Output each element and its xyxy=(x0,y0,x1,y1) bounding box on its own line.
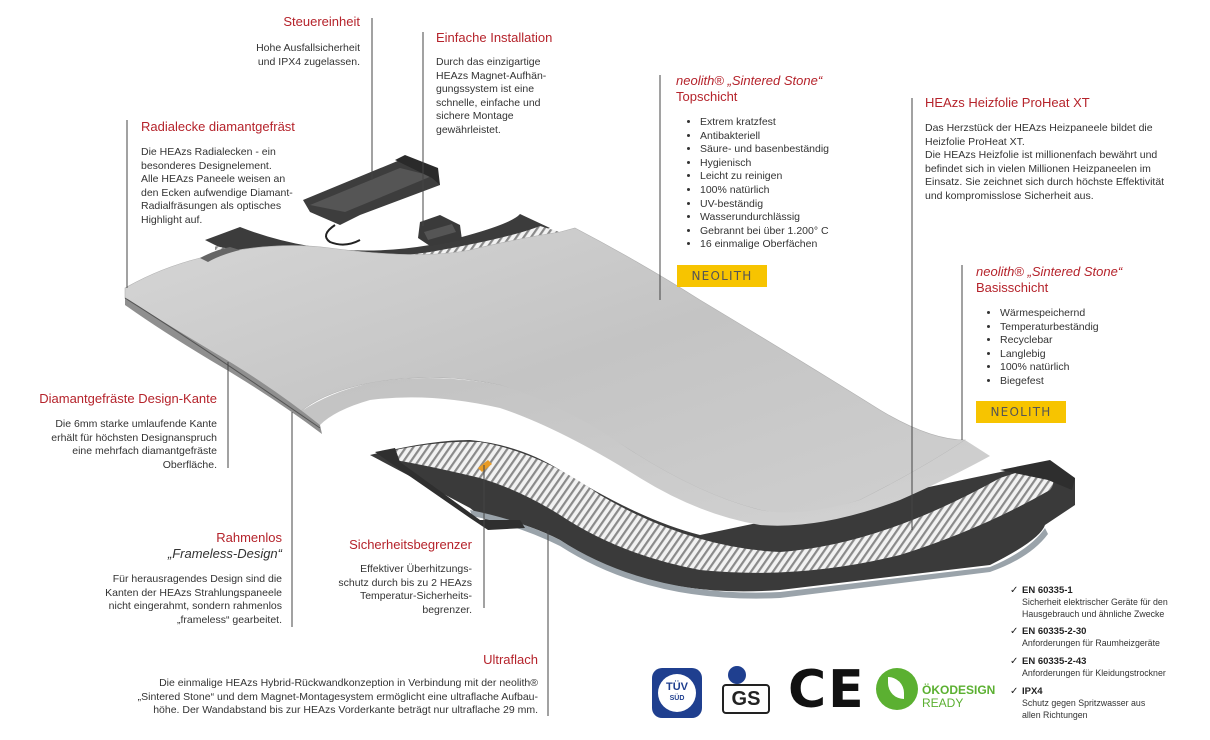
text-line: Die HEAzs Heizfolie ist millionenfach bewährt und xyxy=(925,149,1158,162)
text-line: Durch das einzigartige xyxy=(436,56,541,68)
control-cable xyxy=(326,225,360,245)
standard-item xyxy=(1010,686,1197,721)
list-item: • Biegefest xyxy=(1000,375,1099,389)
neolith-logo-top: NEOLITH xyxy=(677,265,767,287)
neolith-logo-basis: NEOLITH xyxy=(976,401,1066,423)
standard-item xyxy=(1010,626,1197,650)
tuv-logo-sub: SÜD xyxy=(669,695,685,702)
standard-item xyxy=(1010,656,1197,680)
standard-item xyxy=(1010,585,1197,620)
neolith-top-title-line1: neolith® „Sintered Stone“ xyxy=(676,73,823,88)
check-icon: ✓ xyxy=(1010,686,1019,697)
list-item: • Gebrannt bei über 1.200° C xyxy=(700,225,829,239)
list-item: • Extrem kratzfest xyxy=(700,116,829,130)
list-item: • Leicht zu reinigen xyxy=(700,170,829,184)
steuereinheit-title: Steuereinheit xyxy=(283,14,360,29)
text-line: „Sintered Stone“ und dem Magnet-Montagesystem ermöglicht eine ultraflache Aufbau- xyxy=(137,690,538,703)
text-line: Die 6mm starke umlaufende Kante xyxy=(55,418,217,430)
rahmenlos-title xyxy=(168,530,282,562)
list-item: • 16 einmalige Oberfächen xyxy=(700,238,829,252)
text-line: Effektiver Überhitzungs- xyxy=(360,563,472,575)
check-icon: ✓ xyxy=(1010,656,1019,667)
text-line: schnelle, einfache und xyxy=(436,96,541,109)
list-item: • Wärmespeichernd xyxy=(1000,307,1099,321)
tuv-logo-circle xyxy=(658,674,696,712)
text-line: Alle HEAzs Paneele weisen an xyxy=(141,173,286,186)
text-line: „frameless“ gearbeitet. xyxy=(176,613,282,626)
text-line: nicht eingerahmt, sondern rahmenlos xyxy=(108,600,282,613)
text-line: Hohe Ausfallsicherheit xyxy=(256,42,360,54)
text-line: Einsatz. Sie zeichnet sich durch höchste Effektivität xyxy=(925,176,1165,189)
list-item: • Recyclebar xyxy=(1000,334,1099,348)
einfache-text xyxy=(436,56,546,138)
standard-code: EN 60335-2-30 xyxy=(1022,626,1087,637)
standard-desc: Schutz gegen Spritzwasser aus xyxy=(1022,698,1146,708)
standard-desc: Sicherheit elektrischer Geräte für den xyxy=(1022,597,1168,607)
check-icon: ✓ xyxy=(1010,585,1019,596)
heizfolie-text xyxy=(925,122,1164,204)
text-line: besonderes Designelement. xyxy=(141,159,272,172)
diamant-text xyxy=(51,418,217,472)
neolith-top-bullets xyxy=(686,116,829,252)
rahmenlos-title-line1: Rahmenlos xyxy=(216,530,282,545)
text-line: den Ecken aufwendige Diamant- xyxy=(141,186,293,199)
text-line: Heizfolie ProHeat XT. xyxy=(925,135,1025,148)
radialecke-text xyxy=(141,146,293,228)
gs-logo xyxy=(722,666,770,718)
text-line: Oberfläche. xyxy=(162,458,217,471)
standard-desc: Hausgebrauch und ähnliche Zwecke xyxy=(1022,608,1165,619)
text-line: eine mehrfach diamantgefräste xyxy=(72,445,217,458)
tuv-logo-text: TÜV xyxy=(666,681,688,693)
neolith-basis-title xyxy=(976,264,1122,296)
okodesign-line2: READY xyxy=(922,696,964,710)
list-item: • Temperaturbeständig xyxy=(1000,321,1099,335)
neolith-basis-title-line1: neolith® „Sintered Stone“ xyxy=(976,264,1123,279)
radialecke-title: Radialecke diamantgefräst xyxy=(141,119,295,134)
diamant-title: Diamantgefräste Design-Kante xyxy=(39,391,217,406)
sicherheit-title: Sicherheitsbegrenzer xyxy=(349,537,472,552)
list-item: • Wasserundurchlässig xyxy=(700,211,829,225)
text-line: erhält für höchsten Designanspruch xyxy=(51,431,217,444)
okodesign-line1: ÖKODESIGN xyxy=(922,683,996,697)
text-line: gewährleistet. xyxy=(436,123,501,136)
gs-logo-text: GS xyxy=(722,684,770,714)
text-line: Für herausragendes Design sind die xyxy=(112,573,282,585)
standard-code: IPX4 xyxy=(1022,686,1043,697)
list-item: • 100% natürlich xyxy=(700,184,829,198)
leaf-icon xyxy=(876,668,918,710)
standard-desc: allen Richtungen xyxy=(1022,709,1088,720)
list-item: • Säure- und basenbeständig xyxy=(700,143,829,157)
neolith-top-title xyxy=(676,73,822,105)
okodesign-text xyxy=(922,684,995,710)
leaf-icon-shape xyxy=(888,677,904,699)
text-line: Die HEAzs Radialecken - ein xyxy=(141,146,276,158)
rahmenlos-text xyxy=(105,573,282,627)
neolith-basis-title-line2: Basisschicht xyxy=(976,280,1049,295)
text-line: Die einmalige HEAzs Hybrid-Rückwandkonzeption in Verbindung mit der neolith® xyxy=(159,677,538,689)
rahmenlos-subtitle: „Frameless-Design“ xyxy=(167,546,282,561)
text-line: Das Herzstück der HEAzs Heizpaneele bildet die xyxy=(925,122,1153,134)
einfache-title: Einfache Installation xyxy=(436,30,553,45)
text-line: Kanten der HEAzs Strahlungspaneele xyxy=(105,586,282,599)
list-item: • 100% natürlich xyxy=(1000,361,1099,375)
text-line: gungssystem ist eine xyxy=(436,83,535,96)
ultraflach-text xyxy=(138,677,538,718)
list-item: • UV-beständig xyxy=(700,198,829,212)
gs-logo-badge xyxy=(728,666,746,684)
tuv-logo xyxy=(652,668,702,718)
steuereinheit-text xyxy=(256,42,360,69)
heizfolie-title: HEAzs Heizfolie ProHeat XT xyxy=(925,95,1090,110)
text-line: Radialfräsungen als optisches xyxy=(141,200,282,213)
text-line: höhe. Der Wandabstand bis zur HEAzs Vorderkante beträgt nur ultraflache 29 mm. xyxy=(153,704,538,717)
text-line: Temperatur-Sicherheits- xyxy=(359,590,472,603)
text-line: und IPX4 zugelassen. xyxy=(257,55,360,68)
text-line: befindet sich in vielen Millionen Heizpaneelen im xyxy=(925,162,1151,175)
standard-code: EN 60335-1 xyxy=(1022,585,1073,596)
standard-code: EN 60335-2-43 xyxy=(1022,656,1087,667)
text-line: begrenzer. xyxy=(422,603,472,616)
list-item: • Hygienisch xyxy=(700,157,829,171)
list-item: • Langlebig xyxy=(1000,348,1099,362)
check-icon: ✓ xyxy=(1010,626,1019,637)
text-line: und kompromisslose Sicherheit aus. xyxy=(925,189,1094,202)
text-line: sichere Montage xyxy=(436,110,514,123)
text-line: HEAzs Magnet-Aufhän- xyxy=(436,69,547,82)
sicherheit-text xyxy=(338,563,472,617)
ce-logo: CE xyxy=(788,660,866,720)
text-line: Highlight auf. xyxy=(141,213,203,226)
standard-desc: Anforderungen für Raumheizgeräte xyxy=(1022,638,1160,648)
standard-desc: Anforderungen für Kleidungstrockner xyxy=(1022,668,1166,678)
text-line: schutz durch bis zu 2 HEAzs xyxy=(338,576,472,589)
neolith-top-title-line2: Topschicht xyxy=(676,89,738,104)
ultraflach-title: Ultraflach xyxy=(483,652,538,667)
neolith-basis-bullets xyxy=(986,307,1099,389)
list-item: • Antibakteriell xyxy=(700,130,829,144)
